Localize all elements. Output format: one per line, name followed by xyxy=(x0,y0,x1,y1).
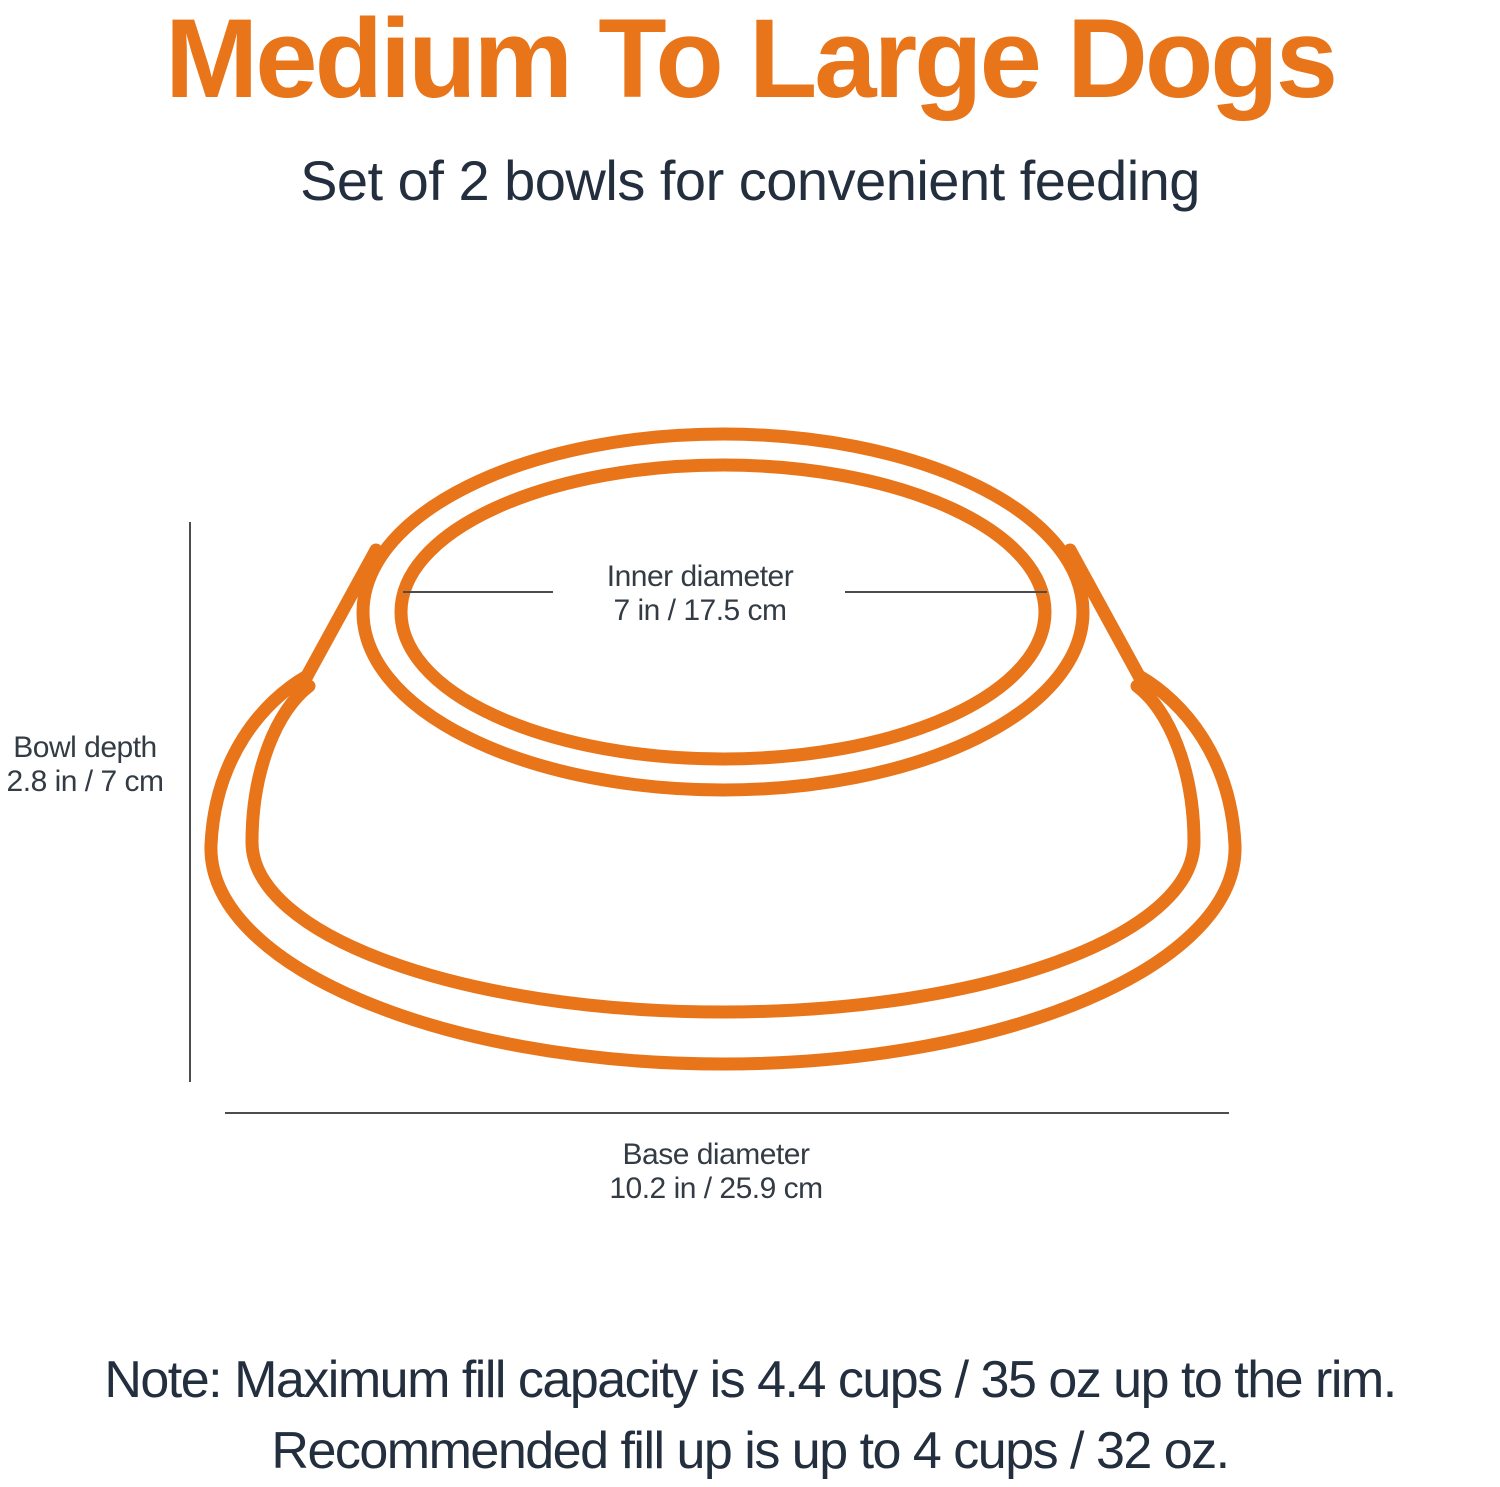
bowl-depth-label-text: Bowl depth xyxy=(13,731,157,764)
base-diameter-label-text: Base diameter xyxy=(622,1138,810,1171)
base-diameter-label xyxy=(466,1138,966,1206)
bowl-depth-label xyxy=(0,731,170,799)
inner-diameter-label xyxy=(555,560,845,628)
page-title: Medium To Large Dogs xyxy=(165,0,1335,121)
bowl-outline xyxy=(211,434,1235,1064)
capacity-note xyxy=(0,1345,1500,1487)
capacity-note-line2: Recommended fill up is up to 4 cups / 32 oz. xyxy=(271,1422,1229,1480)
page-subtitle: Set of 2 bowls for convenient feeding xyxy=(300,149,1200,212)
inner-diameter-label-text: Inner diameter xyxy=(606,560,794,593)
base-inner-curve xyxy=(252,686,1194,1012)
base-diameter-value: 10.2 in / 25.9 cm xyxy=(609,1172,823,1205)
capacity-note-line1: Note: Maximum fill capacity is 4.4 cups / 35 oz up to the rim. xyxy=(104,1351,1396,1409)
inner-diameter-value: 7 in / 17.5 cm xyxy=(613,594,787,627)
bowl-depth-value: 2.8 in / 7 cm xyxy=(6,765,164,798)
